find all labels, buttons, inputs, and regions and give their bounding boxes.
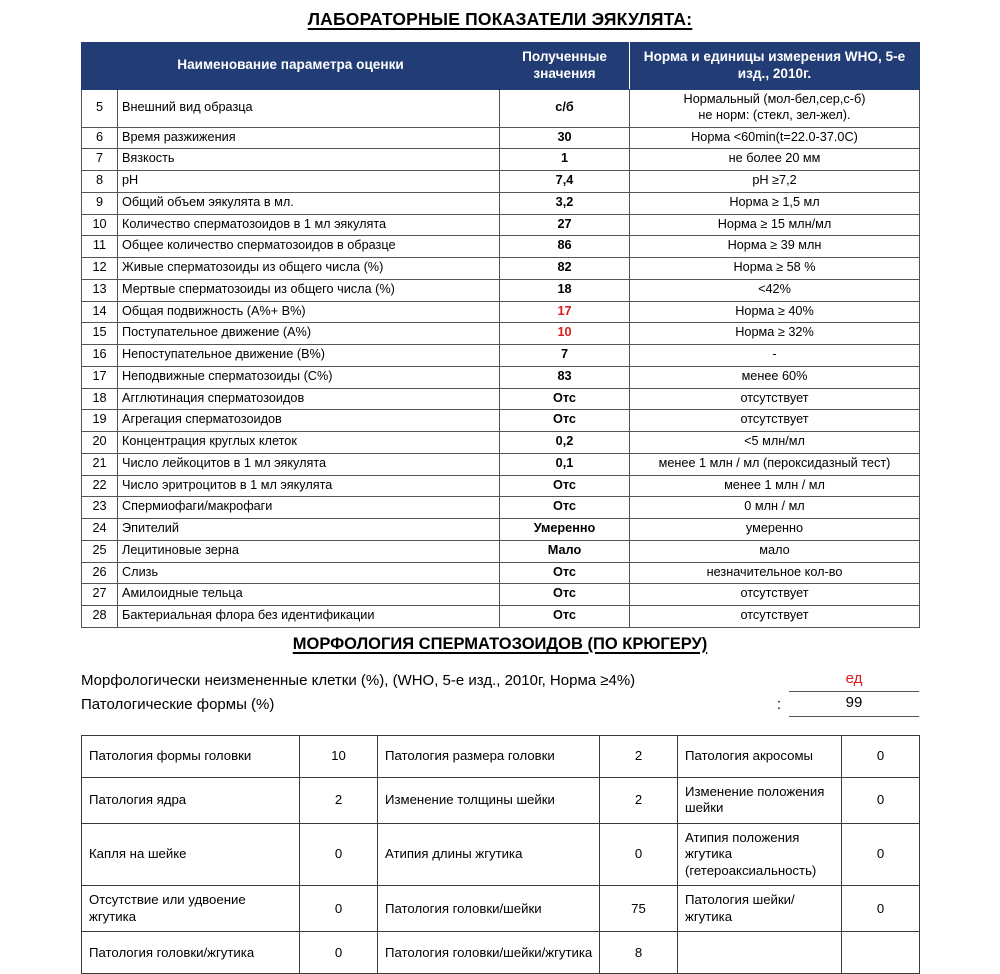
pathology-value: 0 [300, 823, 378, 886]
row-number: 25 [82, 540, 118, 562]
parameter-name: Слизь [118, 562, 500, 584]
parameter-value-abnormal: 17 [500, 301, 630, 323]
table-row [82, 519, 920, 541]
pathology-label: Патология головки/шейки/жгутика [378, 932, 600, 974]
pathology-label: Патология формы головки [82, 735, 300, 777]
row-number: 9 [82, 192, 118, 214]
row-number: 14 [82, 301, 118, 323]
reference-range: <42% [630, 279, 920, 301]
row-number: 15 [82, 323, 118, 345]
row-number: 24 [82, 519, 118, 541]
parameter-value: Отс [500, 410, 630, 432]
pathology-value [842, 932, 920, 974]
row-number: 28 [82, 606, 118, 628]
reference-range: Нормальный (мол-бел,сер,с-б) не норм: (стекл, зел-жел). [630, 90, 920, 128]
parameter-name: Живые сперматозоиды из общего числа (%) [118, 258, 500, 280]
table-row [82, 432, 920, 454]
reference-range: менее 60% [630, 366, 920, 388]
table-row [82, 562, 920, 584]
parameter-name: Общее количество сперматозоидов в образце [118, 236, 500, 258]
table-row [82, 540, 920, 562]
parameter-value: 18 [500, 279, 630, 301]
table-row [82, 258, 920, 280]
pathology-label: Патология головки/шейки [378, 886, 600, 932]
pathology-value: 0 [842, 886, 920, 932]
pathology-value: 0 [842, 823, 920, 886]
reference-range: 0 млн / мл [630, 497, 920, 519]
parameter-value: 7,4 [500, 171, 630, 193]
parameter-name: Количество сперматозоидов в 1 мл эякулята [118, 214, 500, 236]
pathology-value: 2 [600, 735, 678, 777]
parameter-name: Спермиофаги/макрофаги [118, 497, 500, 519]
pathology-value: 0 [300, 932, 378, 974]
parameter-name: Бактериальная флора без идентификации [118, 606, 500, 628]
table-row [82, 497, 920, 519]
parameter-name: Агглютинация сперматозоидов [118, 388, 500, 410]
morphology-summary-value: 99 [789, 692, 919, 717]
table-row [82, 932, 920, 974]
reference-range: менее 1 млн / мл [630, 475, 920, 497]
row-number: 5 [82, 90, 118, 128]
reference-range: Норма ≥ 40% [630, 301, 920, 323]
parameter-value: 0,1 [500, 453, 630, 475]
parameter-value: 0,2 [500, 432, 630, 454]
pathology-value: 10 [300, 735, 378, 777]
pathology-label: Изменение толщины шейки [378, 777, 600, 823]
row-number: 17 [82, 366, 118, 388]
row-number: 21 [82, 453, 118, 475]
pathology-value: 0 [300, 886, 378, 932]
reference-range: Норма ≥ 58 % [630, 258, 920, 280]
morphology-summary-label: Морфологически неизмененные клетки (%), (WHO, 5-е изд., 2010г, Норма ≥4%) [81, 671, 636, 689]
table-row [82, 301, 920, 323]
parameter-name: Общий объем эякулята в мл. [118, 192, 500, 214]
reference-range: <5 млн/мл [630, 432, 920, 454]
row-number: 16 [82, 345, 118, 367]
parameter-value: Отс [500, 388, 630, 410]
pathology-label [678, 932, 842, 974]
parameter-value: 82 [500, 258, 630, 280]
morphology-table-body [82, 735, 920, 974]
parameter-value: Отс [500, 584, 630, 606]
reference-range: умеренно [630, 519, 920, 541]
table-row [82, 388, 920, 410]
pathology-value: 0 [842, 777, 920, 823]
reference-range: Норма ≥ 1,5 мл [630, 192, 920, 214]
parameter-name: Число эритроцитов в 1 мл эякулята [118, 475, 500, 497]
row-number: 27 [82, 584, 118, 606]
pathology-label: Отсутствие или удвоение жгутика [82, 886, 300, 932]
morphology-section-title-text: МОРФОЛОГИЯ СПЕРМАТОЗОИДОВ (ПО КРЮГЕРУ) [292, 634, 708, 653]
pathology-label: Патология шейки/жгутика [678, 886, 842, 932]
column-header-norm: Норма и единицы измерения WHO, 5-е изд., 2010г. [630, 43, 920, 90]
lab-table-body [82, 90, 920, 628]
parameter-value: 30 [500, 127, 630, 149]
parameter-name: Число лейкоцитов в 1 мл эякулята [118, 453, 500, 475]
reference-range: отсутствует [630, 410, 920, 432]
row-number: 22 [82, 475, 118, 497]
table-row [82, 345, 920, 367]
pathology-value: 0 [842, 735, 920, 777]
morphology-summary-label: Патологические формы (%) [81, 696, 275, 714]
reference-range: pH ≥7,2 [630, 171, 920, 193]
row-number: 10 [82, 214, 118, 236]
parameter-value-abnormal: 10 [500, 323, 630, 345]
pathology-label: Изменение положения шейки [678, 777, 842, 823]
table-row [82, 453, 920, 475]
reference-range: Норма ≥ 39 млн [630, 236, 920, 258]
lab-header-row [82, 43, 920, 90]
pathology-label: Капля на шейке [82, 823, 300, 886]
table-row [82, 236, 920, 258]
page-title-text: ЛАБОРАТОРНЫЕ ПОКАЗАТЕЛИ ЭЯКУЛЯТА: [307, 9, 693, 29]
morphology-summary-value-abnormal: ед [789, 668, 919, 693]
table-row [82, 192, 920, 214]
table-row [82, 735, 920, 777]
page-title [0, 0, 1000, 30]
parameter-name: Время разжижения [118, 127, 500, 149]
parameter-name: Вязкость [118, 149, 500, 171]
pathology-value: 75 [600, 886, 678, 932]
pathology-value: 2 [600, 777, 678, 823]
row-number: 11 [82, 236, 118, 258]
reference-range: Норма ≥ 15 млн/мл [630, 214, 920, 236]
row-number: 19 [82, 410, 118, 432]
table-row [82, 777, 920, 823]
reference-range: Норма ≥ 32% [630, 323, 920, 345]
reference-range: незначительное кол-во [630, 562, 920, 584]
table-row [82, 90, 920, 128]
parameter-name: Поступательное движение (А%) [118, 323, 500, 345]
row-number: 12 [82, 258, 118, 280]
morphology-summary [81, 668, 919, 717]
row-number: 7 [82, 149, 118, 171]
parameter-value: Отс [500, 562, 630, 584]
lab-table-header [82, 43, 920, 90]
lab-parameters-table [81, 42, 920, 628]
row-number: 8 [82, 171, 118, 193]
row-number: 18 [82, 388, 118, 410]
reference-range: - [630, 345, 920, 367]
pathology-value: 8 [600, 932, 678, 974]
table-row [82, 149, 920, 171]
pathology-label: Атипия положения жгутика (гетероаксиальность) [678, 823, 842, 886]
row-number: 23 [82, 497, 118, 519]
pathology-label: Патология размера головки [378, 735, 600, 777]
morphology-table-container [81, 735, 919, 974]
morphology-summary-line [81, 668, 919, 693]
row-number: 13 [82, 279, 118, 301]
parameter-value: 7 [500, 345, 630, 367]
table-row [82, 127, 920, 149]
parameter-value: с/б [500, 90, 630, 128]
parameter-value: 86 [500, 236, 630, 258]
table-row [82, 475, 920, 497]
parameter-name: pH [118, 171, 500, 193]
pathology-label: Патология акросомы [678, 735, 842, 777]
pathology-label: Патология головки/жгутика [82, 932, 300, 974]
parameter-name: Общая подвижность (А%+ В%) [118, 301, 500, 323]
table-row [82, 279, 920, 301]
row-number: 26 [82, 562, 118, 584]
parameter-value: Умеренно [500, 519, 630, 541]
table-row [82, 366, 920, 388]
column-header-value: Полученные значения [500, 43, 630, 90]
morphology-pathology-table [81, 735, 920, 974]
reference-range: Норма <60min(t=22.0-37.0C) [630, 127, 920, 149]
morphology-summary-line [81, 692, 919, 717]
parameter-name: Мертвые сперматозоиды из общего числа (%) [118, 279, 500, 301]
reference-range: отсутствует [630, 388, 920, 410]
parameter-name: Лецитиновые зерна [118, 540, 500, 562]
parameter-value: Отс [500, 606, 630, 628]
table-row [82, 323, 920, 345]
table-row [82, 410, 920, 432]
parameter-name: Агрегация сперматозоидов [118, 410, 500, 432]
table-row [82, 214, 920, 236]
pathology-label: Атипия длины жгутика [378, 823, 600, 886]
morphology-section-title [0, 628, 1000, 654]
row-number: 20 [82, 432, 118, 454]
table-row [82, 886, 920, 932]
parameter-name: Неподвижные сперматозоиды (С%) [118, 366, 500, 388]
parameter-value: Мало [500, 540, 630, 562]
table-row [82, 584, 920, 606]
parameter-value: 27 [500, 214, 630, 236]
table-row [82, 171, 920, 193]
parameter-name: Эпителий [118, 519, 500, 541]
parameter-name: Непоступательное движение (В%) [118, 345, 500, 367]
pathology-value: 0 [600, 823, 678, 886]
parameter-name: Амилоидные тельца [118, 584, 500, 606]
reference-range: менее 1 млн / мл (пероксидазный тест) [630, 453, 920, 475]
parameter-value: 83 [500, 366, 630, 388]
morphology-summary-colon: : [776, 696, 781, 714]
table-row [82, 823, 920, 886]
parameter-value: 1 [500, 149, 630, 171]
parameter-value: Отс [500, 497, 630, 519]
lab-table-container [81, 42, 919, 628]
reference-range: отсутствует [630, 584, 920, 606]
parameter-name: Концентрация круглых клеток [118, 432, 500, 454]
reference-range: не более 20 мм [630, 149, 920, 171]
row-number: 6 [82, 127, 118, 149]
pathology-value: 2 [300, 777, 378, 823]
parameter-name: Внешний вид образца [118, 90, 500, 128]
pathology-label: Патология ядра [82, 777, 300, 823]
table-row [82, 606, 920, 628]
reference-range: мало [630, 540, 920, 562]
reference-range: отсутствует [630, 606, 920, 628]
parameter-value: 3,2 [500, 192, 630, 214]
parameter-value: Отс [500, 475, 630, 497]
column-header-name: Наименование параметра оценки [82, 43, 500, 90]
